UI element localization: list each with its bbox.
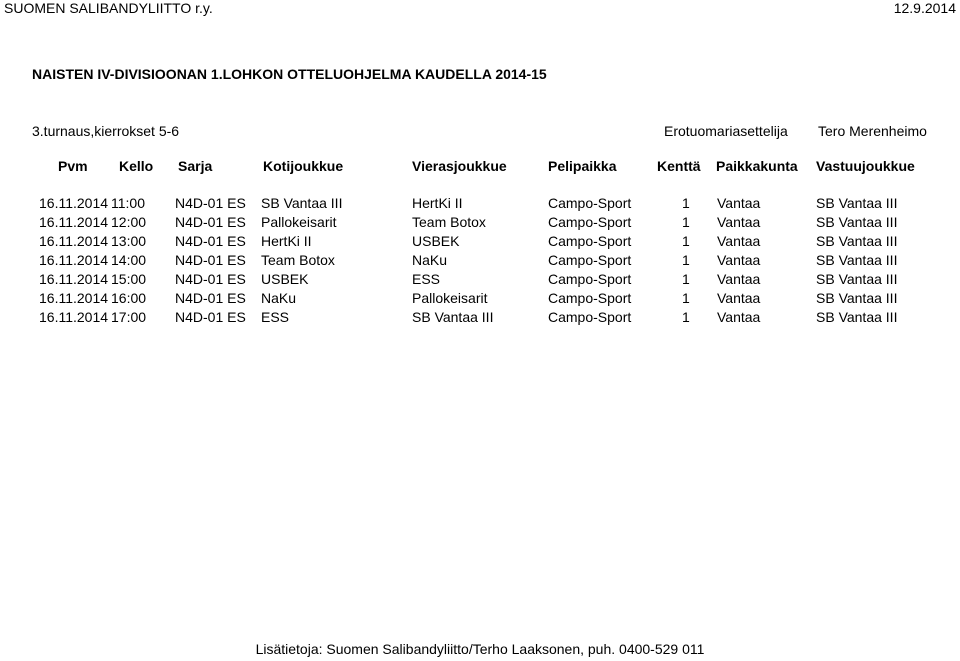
cell-venue: Campo-Sport — [548, 214, 632, 230]
cell-time: 12:00 — [111, 214, 147, 230]
cell-city: Vantaa — [717, 233, 761, 249]
cell-duty-team: SB Vantaa III — [816, 233, 898, 249]
organization-name: SUOMEN SALIBANDYLIITTO r.y. — [4, 0, 213, 16]
cell-venue: Campo-Sport — [548, 233, 632, 249]
cell-time: 17:00 — [111, 309, 147, 325]
table-row — [0, 309, 960, 328]
referee-assigner-label: Erotuomariasettelija — [664, 123, 788, 139]
cell-duty-team: SB Vantaa III — [816, 214, 898, 230]
cell-city: Vantaa — [717, 271, 761, 287]
cell-series: N4D-01 ES — [175, 233, 246, 249]
cell-away-team: HertKi II — [412, 195, 463, 211]
print-date: 12.9.2014 — [893, 0, 956, 16]
column-header-venue: Pelipaikka — [548, 158, 617, 174]
column-header-field: Kenttä — [657, 158, 701, 174]
cell-venue: Campo-Sport — [548, 252, 632, 268]
table-row — [0, 214, 960, 233]
cell-venue: Campo-Sport — [548, 309, 632, 325]
footer-contact-info — [0, 641, 960, 657]
cell-date: 16.11.2014 — [39, 252, 109, 268]
cell-away-team: Pallokeisarit — [412, 290, 488, 306]
round-label: 3.turnaus,kierrokset 5-6 — [32, 123, 180, 139]
cell-field: 1 — [682, 271, 690, 287]
cell-home-team: ESS — [261, 309, 290, 325]
referee-assigner-name: Tero Merenheimo — [818, 123, 927, 139]
cell-field: 1 — [682, 233, 690, 249]
cell-field: 1 — [682, 214, 690, 230]
cell-duty-team: SB Vantaa III — [816, 309, 898, 325]
cell-away-team: ESS — [412, 271, 441, 287]
cell-time: 16:00 — [111, 290, 147, 306]
cell-city: Vantaa — [717, 195, 761, 211]
cell-home-team: HertKi II — [261, 233, 312, 249]
cell-city: Vantaa — [717, 214, 761, 230]
cell-home-team: Pallokeisarit — [261, 214, 337, 230]
cell-time: 13:00 — [111, 233, 147, 249]
cell-field: 1 — [682, 252, 690, 268]
cell-date: 16.11.2014 — [39, 233, 109, 249]
cell-city: Vantaa — [717, 309, 761, 325]
column-header-duty-team: Vastuujoukkue — [816, 158, 915, 174]
cell-field: 1 — [682, 309, 690, 325]
column-header-series: Sarja — [178, 158, 213, 174]
cell-duty-team: SB Vantaa III — [816, 290, 898, 306]
cell-field: 1 — [682, 195, 690, 211]
cell-venue: Campo-Sport — [548, 290, 632, 306]
cell-duty-team: SB Vantaa III — [816, 271, 898, 287]
cell-time: 15:00 — [111, 271, 147, 287]
cell-series: N4D-01 ES — [175, 271, 246, 287]
cell-series: N4D-01 ES — [175, 290, 246, 306]
cell-series: N4D-01 ES — [175, 195, 246, 211]
cell-time: 11:00 — [111, 195, 145, 211]
column-header-city: Paikkakunta — [716, 158, 798, 174]
cell-venue: Campo-Sport — [548, 195, 632, 211]
footer-text: Lisätietoja: Suomen Salibandyliitto/Terho Laaksonen, puh. 0400-529 011 — [255, 641, 705, 657]
cell-date: 16.11.2014 — [39, 195, 109, 211]
cell-home-team: USBEK — [261, 271, 309, 287]
cell-series: N4D-01 ES — [175, 214, 246, 230]
cell-city: Vantaa — [717, 290, 761, 306]
cell-home-team: SB Vantaa III — [261, 195, 343, 211]
cell-away-team: USBEK — [412, 233, 460, 249]
column-header-date: Pvm — [58, 158, 88, 174]
cell-duty-team: SB Vantaa III — [816, 252, 898, 268]
table-row — [0, 271, 960, 290]
cell-series: N4D-01 ES — [175, 309, 246, 325]
cell-home-team: NaKu — [261, 290, 297, 306]
cell-city: Vantaa — [717, 252, 761, 268]
cell-away-team: NaKu — [412, 252, 448, 268]
document-title: NAISTEN IV-DIVISIOONAN 1.LOHKON OTTELUOHJELMA KAUDELLA 2014-15 — [32, 66, 547, 82]
table-row — [0, 195, 960, 214]
column-header-home-team: Kotijoukkue — [263, 158, 344, 174]
column-header-time: Kello — [119, 158, 154, 174]
cell-away-team: SB Vantaa III — [412, 309, 494, 325]
cell-away-team: Team Botox — [412, 214, 486, 230]
cell-duty-team: SB Vantaa III — [816, 195, 898, 211]
cell-date: 16.11.2014 — [39, 309, 109, 325]
cell-date: 16.11.2014 — [39, 290, 109, 306]
column-header-away-team: Vierasjoukkue — [412, 158, 507, 174]
cell-home-team: Team Botox — [261, 252, 335, 268]
cell-series: N4D-01 ES — [175, 252, 246, 268]
cell-field: 1 — [682, 290, 690, 306]
cell-time: 14:00 — [111, 252, 147, 268]
table-row — [0, 290, 960, 309]
cell-date: 16.11.2014 — [39, 271, 109, 287]
table-row — [0, 252, 960, 271]
cell-date: 16.11.2014 — [39, 214, 109, 230]
table-row — [0, 233, 960, 252]
cell-venue: Campo-Sport — [548, 271, 632, 287]
